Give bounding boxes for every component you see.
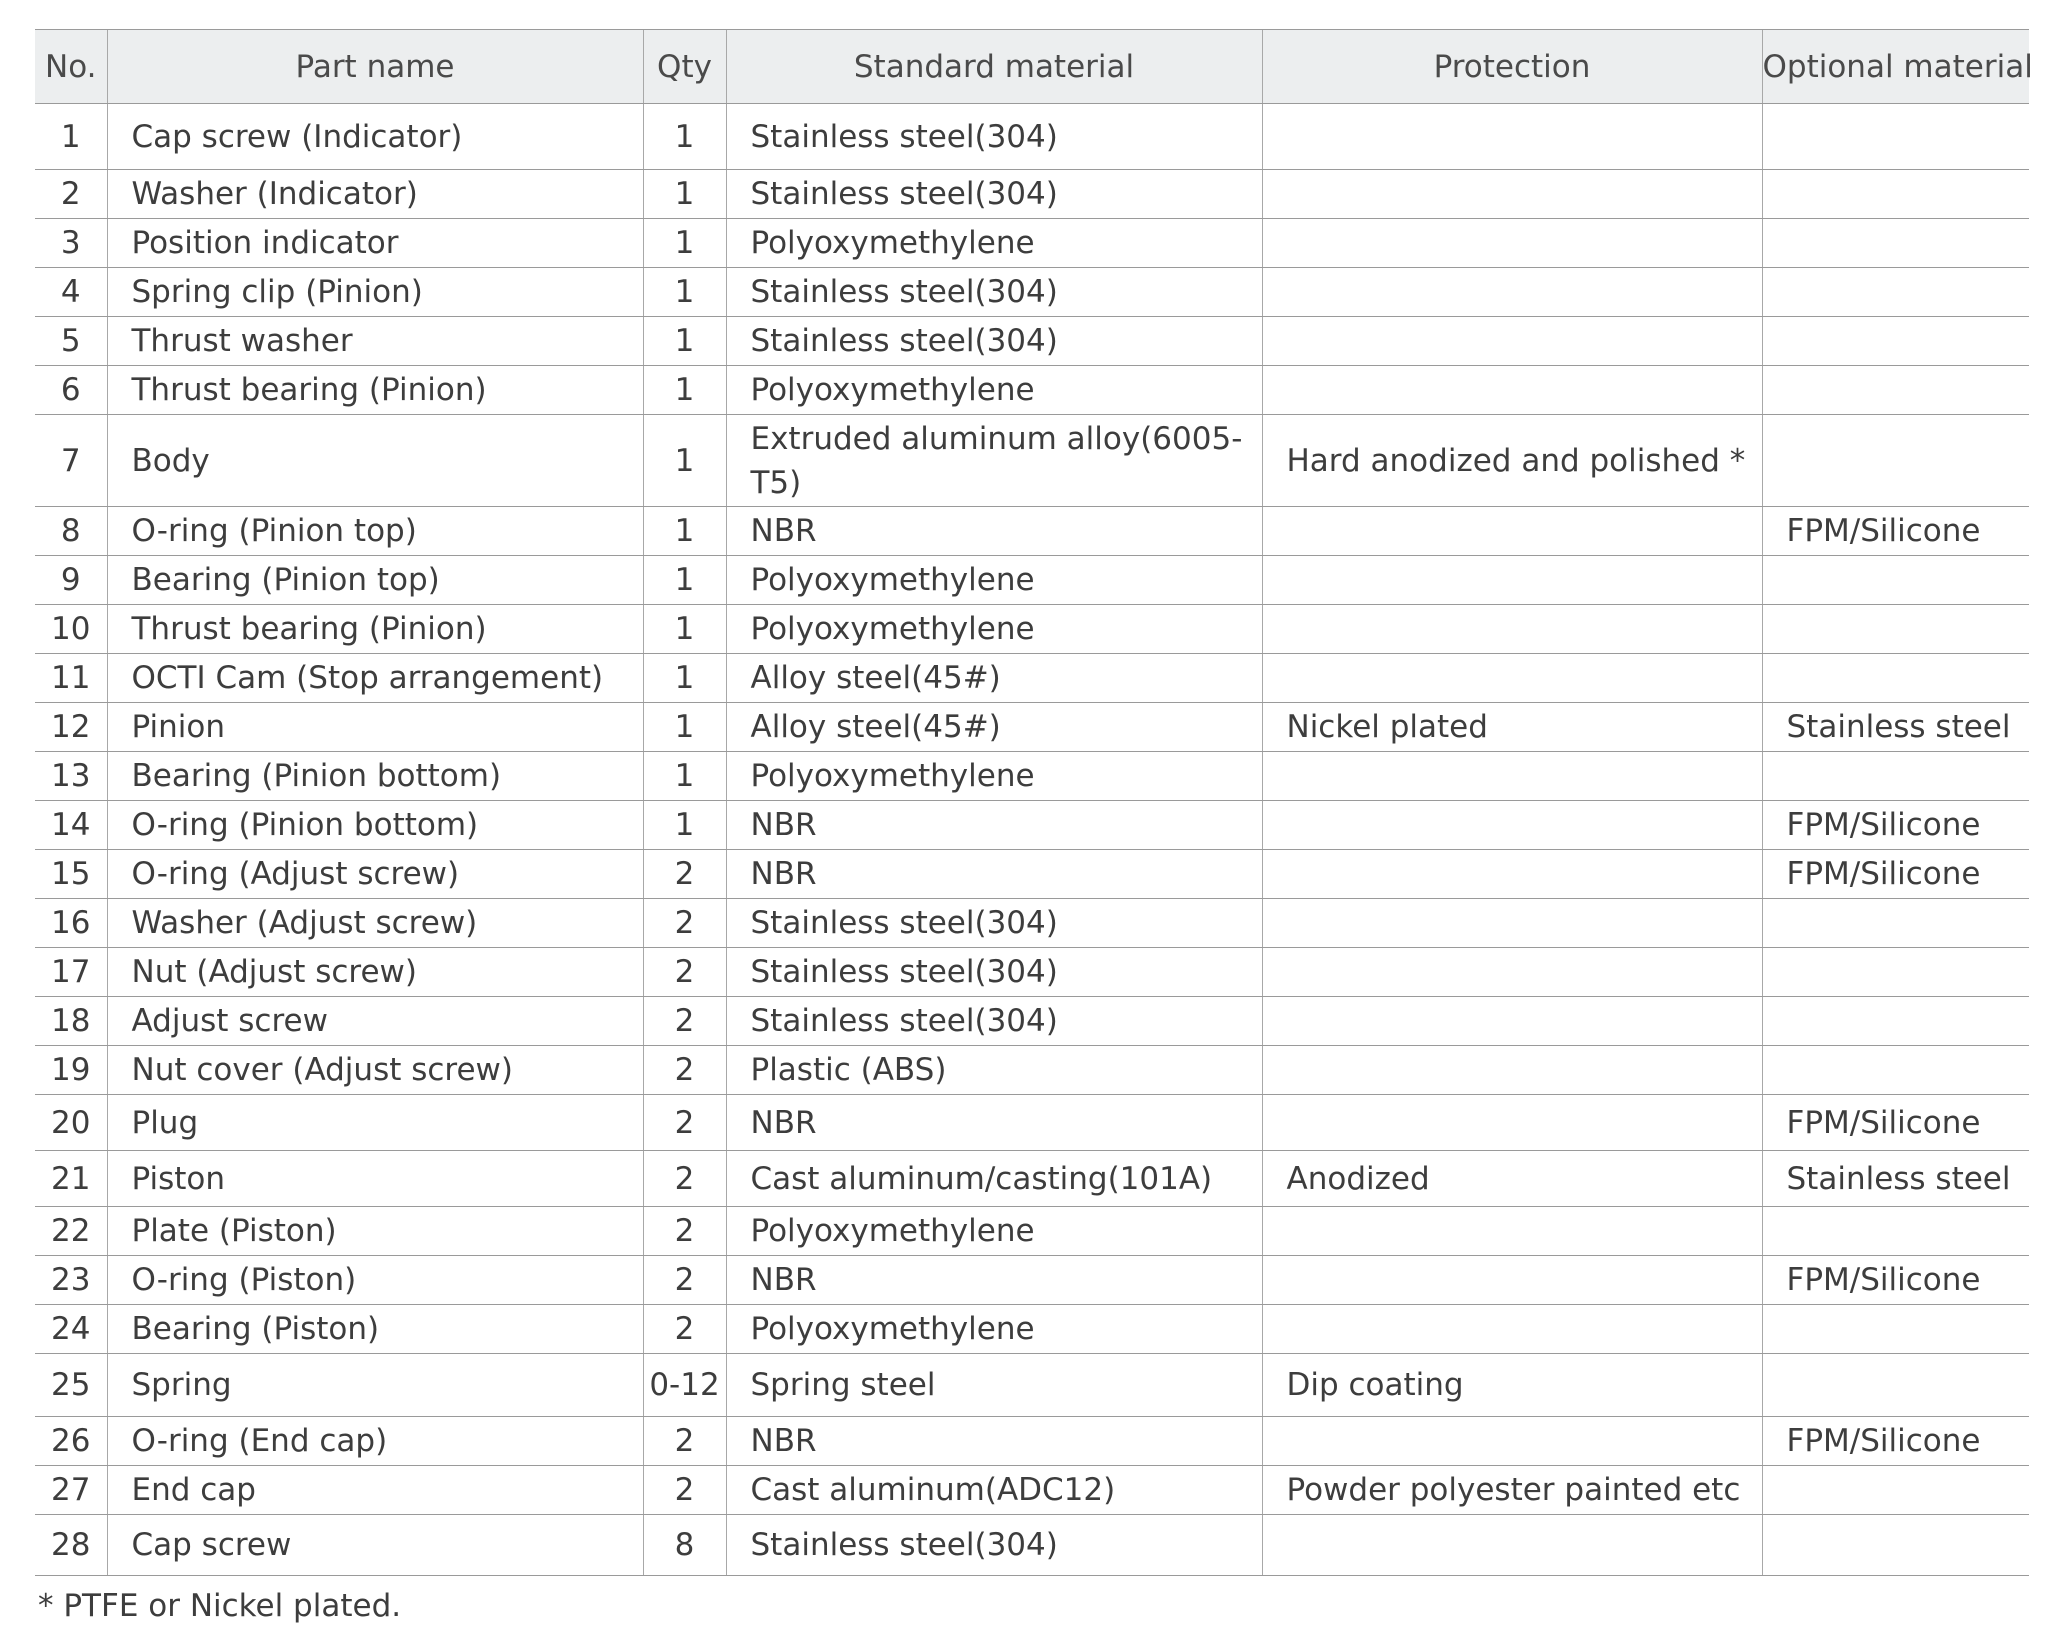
header-protection: Protection <box>1262 30 1762 104</box>
part-name-cell: Nut cover (Adjust screw) <box>107 1046 643 1095</box>
table-row <box>35 948 2029 997</box>
protection-cell: Hard anodized and polished * <box>1262 415 1762 507</box>
part-name-cell: Nut (Adjust screw) <box>107 948 643 997</box>
table-row <box>35 415 2029 507</box>
table-row <box>35 1354 2029 1417</box>
part-name-cell: Bearing (Pinion top) <box>107 556 643 605</box>
qty-cell: 1 <box>643 170 726 219</box>
standard-material-cell: NBR <box>726 1417 1262 1466</box>
part-name-cell: Adjust screw <box>107 997 643 1046</box>
protection-cell <box>1262 1046 1762 1095</box>
standard-material-cell: Cast aluminum(ADC12) <box>726 1466 1262 1515</box>
part-name-cell: Washer (Indicator) <box>107 170 643 219</box>
table-row <box>35 170 2029 219</box>
part-name-cell: Pinion <box>107 703 643 752</box>
standard-material-cell: Spring steel <box>726 1354 1262 1417</box>
table-row <box>35 703 2029 752</box>
qty-cell: 2 <box>643 997 726 1046</box>
protection-cell <box>1262 1207 1762 1256</box>
table-row <box>35 1466 2029 1515</box>
standard-material-cell: Stainless steel(304) <box>726 1515 1262 1576</box>
standard-material-cell: NBR <box>726 850 1262 899</box>
protection-cell <box>1262 1305 1762 1354</box>
table-body <box>35 104 2029 1576</box>
standard-material-cell: Cast aluminum/casting(101A) <box>726 1151 1262 1207</box>
row-number: 18 <box>35 997 107 1046</box>
optional-material-cell <box>1762 556 2029 605</box>
qty-cell: 1 <box>643 415 726 507</box>
row-number: 3 <box>35 219 107 268</box>
row-number: 24 <box>35 1305 107 1354</box>
qty-cell: 1 <box>643 654 726 703</box>
standard-material-cell: NBR <box>726 507 1262 556</box>
protection-cell <box>1262 366 1762 415</box>
optional-material-cell <box>1762 415 2029 507</box>
row-number: 28 <box>35 1515 107 1576</box>
standard-material-cell: NBR <box>726 1256 1262 1305</box>
table-row <box>35 556 2029 605</box>
standard-material-cell: Polyoxymethylene <box>726 556 1262 605</box>
standard-material-cell: NBR <box>726 801 1262 850</box>
qty-cell: 2 <box>643 1466 726 1515</box>
qty-cell: 1 <box>643 219 726 268</box>
optional-material-cell <box>1762 170 2029 219</box>
row-number: 4 <box>35 268 107 317</box>
row-number: 8 <box>35 507 107 556</box>
table-row <box>35 1095 2029 1151</box>
qty-cell: 2 <box>643 850 726 899</box>
row-number: 16 <box>35 899 107 948</box>
qty-cell: 2 <box>643 899 726 948</box>
part-name-cell: Spring clip (Pinion) <box>107 268 643 317</box>
table-row <box>35 507 2029 556</box>
standard-material-cell: Polyoxymethylene <box>726 219 1262 268</box>
optional-material-cell: FPM/Silicone <box>1762 1417 2029 1466</box>
table-row <box>35 752 2029 801</box>
row-number: 12 <box>35 703 107 752</box>
header-no: No. <box>35 30 107 104</box>
protection-cell <box>1262 170 1762 219</box>
qty-cell: 2 <box>643 1305 726 1354</box>
optional-material-cell <box>1762 1305 2029 1354</box>
standard-material-cell: Polyoxymethylene <box>726 605 1262 654</box>
table-row <box>35 317 2029 366</box>
qty-cell: 1 <box>643 556 726 605</box>
row-number: 17 <box>35 948 107 997</box>
optional-material-cell <box>1762 1466 2029 1515</box>
qty-cell: 0-12 <box>643 1354 726 1417</box>
qty-cell: 1 <box>643 703 726 752</box>
qty-cell: 2 <box>643 1046 726 1095</box>
optional-material-cell <box>1762 899 2029 948</box>
part-name-cell: OCTI Cam (Stop arrangement) <box>107 654 643 703</box>
optional-material-cell: Stainless steel <box>1762 703 2029 752</box>
table-row <box>35 850 2029 899</box>
optional-material-cell: FPM/Silicone <box>1762 801 2029 850</box>
table-row <box>35 1256 2029 1305</box>
table-row <box>35 605 2029 654</box>
standard-material-cell: Polyoxymethylene <box>726 752 1262 801</box>
protection-cell <box>1262 948 1762 997</box>
table-row <box>35 1417 2029 1466</box>
table-row <box>35 1515 2029 1576</box>
footnote: * PTFE or Nickel plated. <box>38 1588 402 1624</box>
standard-material-cell: Polyoxymethylene <box>726 366 1262 415</box>
table-row <box>35 268 2029 317</box>
optional-material-cell: FPM/Silicone <box>1762 1095 2029 1151</box>
table-row <box>35 104 2029 170</box>
optional-material-cell: Stainless steel <box>1762 1151 2029 1207</box>
part-name-cell: Washer (Adjust screw) <box>107 899 643 948</box>
qty-cell: 1 <box>643 507 726 556</box>
protection-cell <box>1262 1095 1762 1151</box>
standard-material-cell: NBR <box>726 1095 1262 1151</box>
row-number: 2 <box>35 170 107 219</box>
protection-cell: Powder polyester painted etc <box>1262 1466 1762 1515</box>
optional-material-cell <box>1762 219 2029 268</box>
optional-material-cell <box>1762 997 2029 1046</box>
qty-cell: 8 <box>643 1515 726 1576</box>
qty-cell: 2 <box>643 1095 726 1151</box>
part-name-cell: Cap screw (Indicator) <box>107 104 643 170</box>
optional-material-cell: FPM/Silicone <box>1762 507 2029 556</box>
table-row <box>35 1207 2029 1256</box>
standard-material-cell: Stainless steel(304) <box>726 948 1262 997</box>
protection-cell <box>1262 1256 1762 1305</box>
part-name-cell: Cap screw <box>107 1515 643 1576</box>
row-number: 21 <box>35 1151 107 1207</box>
qty-cell: 1 <box>643 752 726 801</box>
protection-cell: Dip coating <box>1262 1354 1762 1417</box>
table-row <box>35 1151 2029 1207</box>
table-row <box>35 997 2029 1046</box>
qty-cell: 1 <box>643 366 726 415</box>
qty-cell: 2 <box>643 1256 726 1305</box>
optional-material-cell <box>1762 1207 2029 1256</box>
protection-cell <box>1262 801 1762 850</box>
optional-material-cell <box>1762 104 2029 170</box>
part-name-cell: Bearing (Piston) <box>107 1305 643 1354</box>
part-name-cell: O-ring (Piston) <box>107 1256 643 1305</box>
part-name-cell: O-ring (Pinion top) <box>107 507 643 556</box>
protection-cell <box>1262 850 1762 899</box>
standard-material-cell: Stainless steel(304) <box>726 170 1262 219</box>
protection-cell <box>1262 997 1762 1046</box>
row-number: 14 <box>35 801 107 850</box>
row-number: 23 <box>35 1256 107 1305</box>
protection-cell <box>1262 268 1762 317</box>
row-number: 9 <box>35 556 107 605</box>
optional-material-cell <box>1762 317 2029 366</box>
protection-cell <box>1262 317 1762 366</box>
optional-material-cell <box>1762 268 2029 317</box>
row-number: 11 <box>35 654 107 703</box>
qty-cell: 2 <box>643 948 726 997</box>
qty-cell: 1 <box>643 104 726 170</box>
table-row <box>35 899 2029 948</box>
header-standard-material: Standard material <box>726 30 1262 104</box>
protection-cell <box>1262 1417 1762 1466</box>
protection-cell: Nickel plated <box>1262 703 1762 752</box>
table-row <box>35 1046 2029 1095</box>
row-number: 1 <box>35 104 107 170</box>
protection-cell <box>1262 752 1762 801</box>
protection-cell <box>1262 104 1762 170</box>
part-name-cell: Spring <box>107 1354 643 1417</box>
standard-material-cell: Alloy steel(45#) <box>726 654 1262 703</box>
protection-cell: Anodized <box>1262 1151 1762 1207</box>
standard-material-cell: Stainless steel(304) <box>726 899 1262 948</box>
qty-cell: 2 <box>643 1151 726 1207</box>
part-name-cell: End cap <box>107 1466 643 1515</box>
row-number: 25 <box>35 1354 107 1417</box>
standard-material-cell: Stainless steel(304) <box>726 317 1262 366</box>
table-row <box>35 366 2029 415</box>
header-row <box>35 30 2029 104</box>
optional-material-cell <box>1762 366 2029 415</box>
part-name-cell: Body <box>107 415 643 507</box>
part-name-cell: O-ring (End cap) <box>107 1417 643 1466</box>
protection-cell <box>1262 899 1762 948</box>
row-number: 19 <box>35 1046 107 1095</box>
optional-material-cell <box>1762 752 2029 801</box>
standard-material-cell: Stainless steel(304) <box>726 997 1262 1046</box>
part-name-cell: O-ring (Adjust screw) <box>107 850 643 899</box>
qty-cell: 1 <box>643 801 726 850</box>
row-number: 7 <box>35 415 107 507</box>
row-number: 5 <box>35 317 107 366</box>
part-name-cell: O-ring (Pinion bottom) <box>107 801 643 850</box>
protection-cell <box>1262 605 1762 654</box>
optional-material-cell <box>1762 605 2029 654</box>
qty-cell: 1 <box>643 268 726 317</box>
row-number: 26 <box>35 1417 107 1466</box>
table-row <box>35 801 2029 850</box>
part-name-cell: Position indicator <box>107 219 643 268</box>
table-row <box>35 654 2029 703</box>
standard-material-cell: Stainless steel(304) <box>726 104 1262 170</box>
qty-cell: 1 <box>643 317 726 366</box>
row-number: 27 <box>35 1466 107 1515</box>
table-row <box>35 219 2029 268</box>
part-name-cell: Thrust washer <box>107 317 643 366</box>
qty-cell: 1 <box>643 605 726 654</box>
part-name-cell: Thrust bearing (Pinion) <box>107 366 643 415</box>
part-name-cell: Thrust bearing (Pinion) <box>107 605 643 654</box>
part-name-cell: Piston <box>107 1151 643 1207</box>
table-header <box>35 30 2033 104</box>
optional-material-cell <box>1762 948 2029 997</box>
row-number: 15 <box>35 850 107 899</box>
optional-material-cell <box>1762 654 2029 703</box>
standard-material-cell: Plastic (ABS) <box>726 1046 1262 1095</box>
qty-cell: 2 <box>643 1417 726 1466</box>
protection-cell <box>1262 1515 1762 1576</box>
row-number: 10 <box>35 605 107 654</box>
standard-material-cell: Polyoxymethylene <box>726 1207 1262 1256</box>
table-row <box>35 1305 2029 1354</box>
standard-material-cell: Stainless steel(304) <box>726 268 1262 317</box>
optional-material-cell <box>1762 1354 2029 1417</box>
header-optional-material: Optional material <box>1762 30 2029 104</box>
standard-material-cell: Alloy steel(45#) <box>726 703 1262 752</box>
protection-cell <box>1262 219 1762 268</box>
parts-table <box>35 29 2033 1576</box>
part-name-cell: Bearing (Pinion bottom) <box>107 752 643 801</box>
header-qty: Qty <box>643 30 726 104</box>
optional-material-cell <box>1762 1046 2029 1095</box>
standard-material-cell: Polyoxymethylene <box>726 1305 1262 1354</box>
optional-material-cell <box>1762 1515 2029 1576</box>
row-number: 13 <box>35 752 107 801</box>
protection-cell <box>1262 507 1762 556</box>
part-name-cell: Plug <box>107 1095 643 1151</box>
optional-material-cell: FPM/Silicone <box>1762 850 2029 899</box>
protection-cell <box>1262 556 1762 605</box>
standard-material-cell: Extruded aluminum alloy(6005-T5) <box>726 415 1262 507</box>
row-number: 6 <box>35 366 107 415</box>
optional-material-cell: FPM/Silicone <box>1762 1256 2029 1305</box>
protection-cell <box>1262 654 1762 703</box>
header-part-name: Part name <box>107 30 643 104</box>
part-name-cell: Plate (Piston) <box>107 1207 643 1256</box>
qty-cell: 2 <box>643 1207 726 1256</box>
row-number: 20 <box>35 1095 107 1151</box>
row-number: 22 <box>35 1207 107 1256</box>
